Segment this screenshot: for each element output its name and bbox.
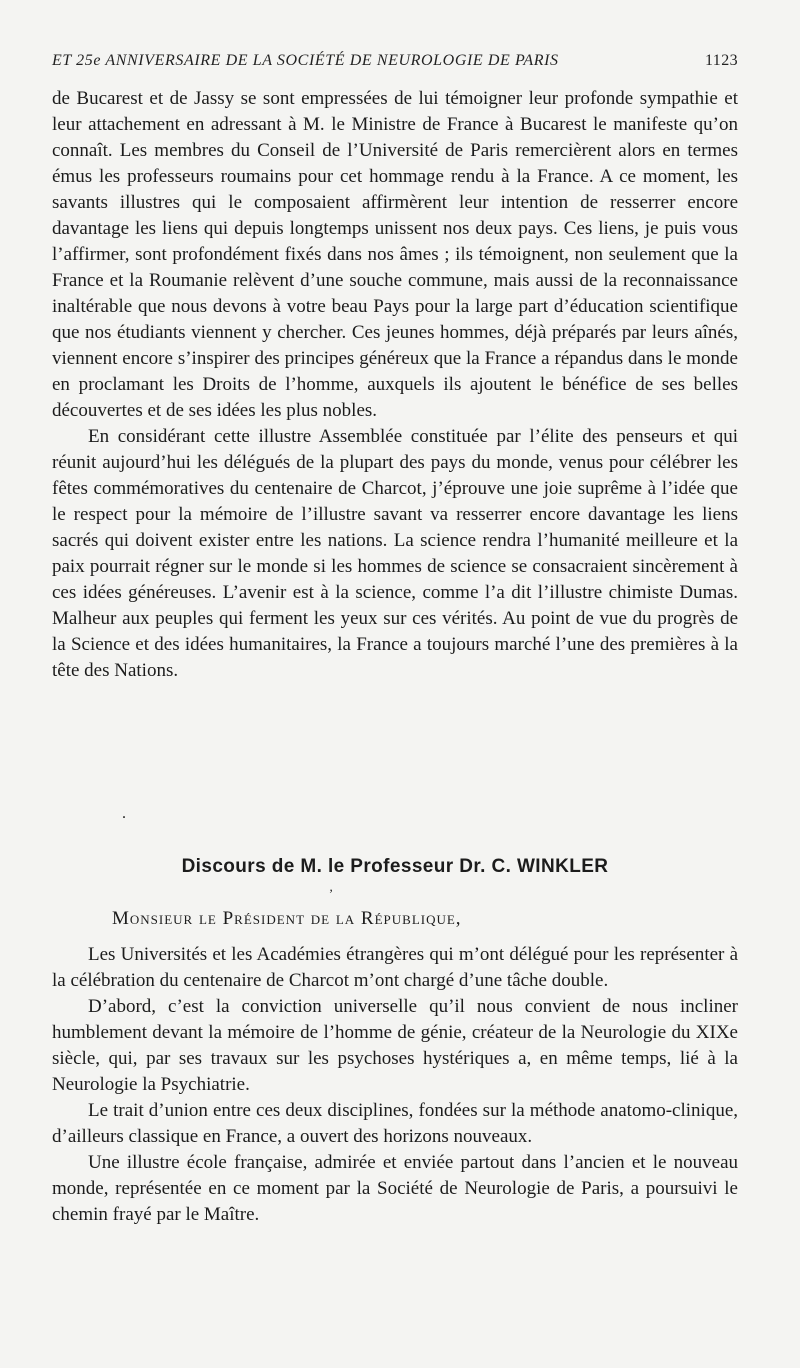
paragraph-6: Une illustre école française, admirée et enviée partout dans l’ancien et le nouveau monde, représentée en ce moment par la Société de Neurologie de Paris, a poursuivi le chemin frayé par le Maître.: [52, 1152, 738, 1225]
running-title: ET 25e ANNIVERSAIRE DE LA SOCIÉTÉ DE NEUROLOGIE DE PARIS: [52, 52, 559, 69]
paragraph-5: Le trait d’union entre ces deux disciplines, fondées sur la méthode anatomo-clinique, d’ailleurs classique en France, a ouvert des horizons nouveaux.: [52, 1100, 738, 1147]
running-head: [52, 52, 738, 70]
paragraph-1: de Bucarest et de Jassy se sont empressées de lui témoigner leur profonde sympathie et leur attachement en adressant à M. le Ministre de France à Bucarest le manifeste qu’on connaît. Les membres du Conseil de l’Université de Paris remercièrent alors en termes émus les professeurs roumains pour cet hommage rendu à la France. A ce moment, les savants illustres qui le composaient affirmèrent leur intention de resserrer encore davantage les liens qui depuis longtemps unissent nos deux pays. Ces liens, je puis vous l’affirmer, sont profondément fixés dans nos âmes ; ils témoignent, non seulement que la France et la Roumanie relèvent d’une souche commune, mais aussi de la reconnaissance inaltérable que nous devons à votre beau Pays pour la large part d’éducation scientifique que nos étudiants viennent y chercher. Ces jeunes hommes, déjà préparés par leurs aînés, viennent encore s’inspirer des principes généreux que la France a répandus dans le monde en proclamant les Droits de l’homme, auxquels ils ajoutent le bénéfice de ses belles découvertes et de ses idées les plus nobles.: [52, 88, 738, 421]
separator-dot: .: [122, 805, 126, 822]
page-number: 1123: [704, 52, 738, 69]
section-mark: ’: [328, 886, 333, 901]
section-title: Discours de M. le Professeur Dr. C. WINKLER: [181, 856, 609, 877]
paragraph-4: D’abord, c’est la conviction universelle qu’il nous convient de nous incliner humblement devant la mémoire de l’homme de génie, créateur de la Neurologie du XIXe siècle, qui, par ses travaux sur les psychoses hystériques a, en même temps, lié à la Neurologie la Psychiatrie.: [52, 996, 738, 1095]
paragraph-3: Les Universités et les Académies étrangères qui m’ont délégué pour les représenter à la célébration du centenaire de Charcot m’ont chargé d’une tâche double.: [52, 944, 738, 991]
body-text-top: [52, 86, 738, 684]
paragraph-2: En considérant cette illustre Assemblée constituée par l’élite des penseurs et qui réunit aujourd’hui les délégués de la plupart des pays du monde, venus pour célébrer les fêtes commémoratives du centenaire de Charcot, j’éprouve une joie suprême à l’idée que le respect pour la mémoire de l’illustre savant va resserrer encore davantage les liens sacrés qui doivent exister entre les nations. La science rendra l’humanité meilleure et la paix pourrait régner sur le monde si les hommes de science se consacraient sincèrement à ces idées généreuses. L’avenir est à la science, comme l’a dit l’illustre chimiste Dumas. Malheur aux peuples qui ferment les yeux sur ces vérités. Au point de vue du progrès de la Science et des idées humanitaires, la France a toujours marché l’une des premières à la tête des Nations.: [52, 426, 738, 681]
body-text-bottom: [52, 942, 738, 1228]
salutation: Monsieur le Président de la République,: [112, 908, 462, 929]
